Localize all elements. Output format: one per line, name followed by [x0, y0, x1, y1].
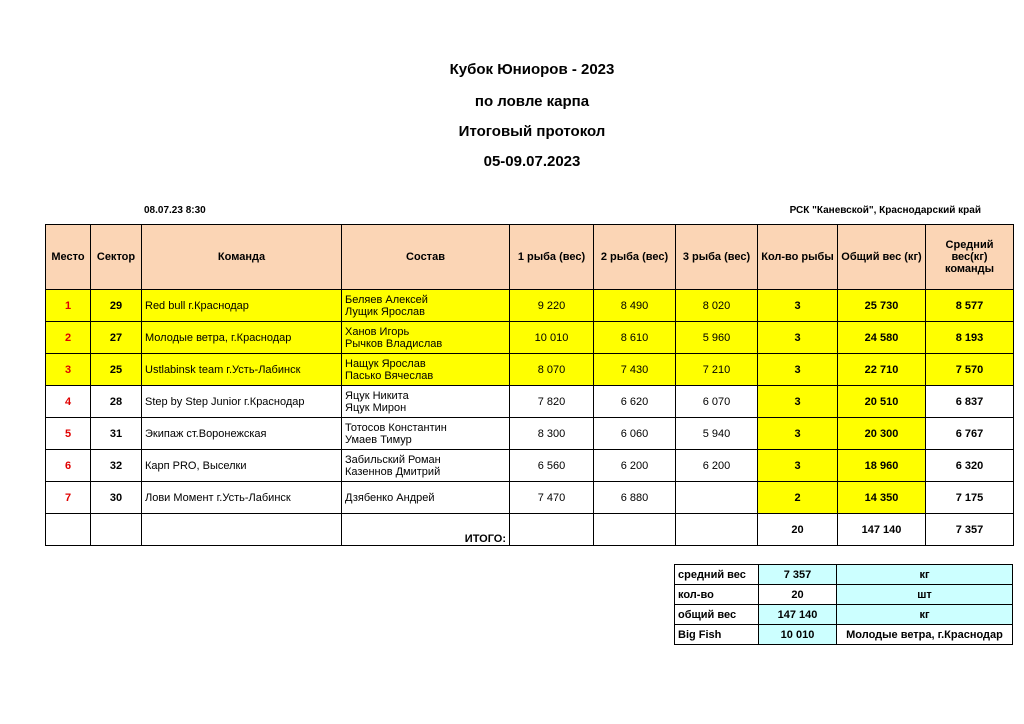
fish3-cell: 5 960 [676, 322, 758, 354]
fish3-cell: 7 210 [676, 354, 758, 386]
summary-row [675, 625, 1013, 645]
col-fish2: 2 рыба (вес) [594, 225, 676, 290]
member-2: Умаев Тимур [345, 433, 412, 446]
fish2-cell: 6 880 [594, 482, 676, 514]
total-weight-cell: 20 300 [838, 418, 926, 450]
members-cell [342, 322, 510, 354]
member-1: Дзябенко Андрей [345, 491, 435, 504]
summary-unit: кг [837, 565, 1013, 585]
summary-table [674, 564, 1013, 645]
summary-label: средний вес [675, 565, 759, 585]
members-cell [342, 450, 510, 482]
fish3-cell [676, 482, 758, 514]
sector-cell: 25 [91, 354, 142, 386]
avg-weight-cell: 7 570 [926, 354, 1014, 386]
place-cell: 2 [46, 322, 91, 354]
team-cell: Red bull г.Краснодар [142, 290, 342, 322]
place-cell: 7 [46, 482, 91, 514]
members-cell [342, 386, 510, 418]
members-cell [342, 354, 510, 386]
sector-cell: 28 [91, 386, 142, 418]
total-weight-cell: 18 960 [838, 450, 926, 482]
col-avg: Средний вес(кг) команды [926, 225, 1014, 290]
table-row [46, 290, 1014, 322]
table-row [46, 450, 1014, 482]
member-2: Казеннов Дмитрий [345, 465, 441, 478]
count-cell: 3 [758, 386, 838, 418]
totals-row [46, 514, 1014, 546]
member-2: Яцук Мирон [345, 401, 407, 414]
fish1-cell: 7 470 [510, 482, 594, 514]
col-team: Команда [142, 225, 342, 290]
team-cell: Step by Step Junior г.Краснодар [142, 386, 342, 418]
col-members: Состав [342, 225, 510, 290]
fish2-cell: 6 620 [594, 386, 676, 418]
sector-cell: 30 [91, 482, 142, 514]
avg-weight-cell: 6 767 [926, 418, 1014, 450]
member-1: Забильский Роман [345, 453, 441, 466]
fish3-cell: 6 200 [676, 450, 758, 482]
protocol-timestamp: 08.07.23 8:30 [144, 205, 206, 216]
summary-unit: шт [837, 585, 1013, 605]
summary-value: 10 010 [759, 625, 837, 645]
totals-avg: 7 357 [926, 514, 1014, 546]
col-total: Общий вес (кг) [838, 225, 926, 290]
total-weight-cell: 14 350 [838, 482, 926, 514]
summary-value: 7 357 [759, 565, 837, 585]
doc-subtitle: по ловле карпа [474, 93, 590, 110]
fish1-cell: 9 220 [510, 290, 594, 322]
summary-label: общий вес [675, 605, 759, 625]
summary-unit: кг [837, 605, 1013, 625]
total-weight-cell: 22 710 [838, 354, 926, 386]
member-2: Лущик Ярослав [345, 305, 425, 318]
place-cell: 1 [46, 290, 91, 322]
place-cell: 4 [46, 386, 91, 418]
doc-title: Кубок Юниоров - 2023 [449, 61, 615, 78]
place-cell: 6 [46, 450, 91, 482]
member-1: Яцук Никита [345, 389, 409, 402]
member-1: Беляев Алексей [345, 293, 428, 306]
team-cell: Лови Момент г.Усть-Лабинск [142, 482, 342, 514]
sector-cell: 31 [91, 418, 142, 450]
summary-value: 147 140 [759, 605, 837, 625]
total-weight-cell: 20 510 [838, 386, 926, 418]
member-1: Тотосов Константин [345, 421, 447, 434]
doc-dates: 05-09.07.2023 [483, 153, 581, 170]
team-cell: Ustlabinsk team г.Усть-Лабинск [142, 354, 342, 386]
member-1: Ханов Игорь [345, 325, 410, 338]
team-cell: Молодые ветра, г.Краснодар [142, 322, 342, 354]
count-cell: 3 [758, 450, 838, 482]
fish1-cell: 7 820 [510, 386, 594, 418]
fish2-cell: 6 200 [594, 450, 676, 482]
fish1-cell: 8 300 [510, 418, 594, 450]
member-2: Рычков Владислав [345, 337, 443, 350]
summary-row [675, 605, 1013, 625]
summary-row [675, 585, 1013, 605]
member-1: Нащук Ярослав [345, 357, 426, 370]
team-cell: Экипаж ст.Воронежская [142, 418, 342, 450]
col-fish1: 1 рыба (вес) [510, 225, 594, 290]
avg-weight-cell: 8 577 [926, 290, 1014, 322]
sector-cell: 32 [91, 450, 142, 482]
total-weight-cell: 25 730 [838, 290, 926, 322]
fish3-cell: 6 070 [676, 386, 758, 418]
summary-unit: Молодые ветра, г.Краснодар [837, 625, 1013, 645]
table-row [46, 482, 1014, 514]
totals-weight: 147 140 [838, 514, 926, 546]
members-cell [342, 418, 510, 450]
fish1-cell: 6 560 [510, 450, 594, 482]
sector-cell: 29 [91, 290, 142, 322]
avg-weight-cell: 6 320 [926, 450, 1014, 482]
col-fish3: 3 рыба (вес) [676, 225, 758, 290]
col-count: Кол-во рыбы [758, 225, 838, 290]
members-cell [342, 290, 510, 322]
avg-weight-cell: 6 837 [926, 386, 1014, 418]
count-cell: 3 [758, 354, 838, 386]
members-cell [342, 482, 510, 514]
summary-value: 20 [759, 585, 837, 605]
results-table [45, 224, 1014, 546]
member-2: Пасько Вячеслав [345, 369, 434, 382]
totals-label: ИТОГО: [342, 514, 510, 546]
sector-cell: 27 [91, 322, 142, 354]
fish1-cell: 8 070 [510, 354, 594, 386]
fish3-cell: 5 940 [676, 418, 758, 450]
avg-weight-cell: 8 193 [926, 322, 1014, 354]
table-row [46, 386, 1014, 418]
doc-protocol-title: Итоговый протокол [458, 123, 606, 140]
table-row [46, 322, 1014, 354]
col-sector: Сектор [91, 225, 142, 290]
avg-weight-cell: 7 175 [926, 482, 1014, 514]
summary-label: Big Fish [675, 625, 759, 645]
count-cell: 2 [758, 482, 838, 514]
table-row [46, 418, 1014, 450]
fish1-cell: 10 010 [510, 322, 594, 354]
fish2-cell: 8 610 [594, 322, 676, 354]
team-cell: Карп PRO, Выселки [142, 450, 342, 482]
col-place: Место [46, 225, 91, 290]
place-cell: 3 [46, 354, 91, 386]
fish2-cell: 8 490 [594, 290, 676, 322]
total-weight-cell: 24 580 [838, 322, 926, 354]
count-cell: 3 [758, 290, 838, 322]
summary-row [675, 565, 1013, 585]
count-cell: 3 [758, 418, 838, 450]
summary-label: кол-во [675, 585, 759, 605]
place-cell: 5 [46, 418, 91, 450]
fish3-cell: 8 020 [676, 290, 758, 322]
fish2-cell: 6 060 [594, 418, 676, 450]
table-header-row [46, 225, 1014, 290]
totals-count: 20 [758, 514, 838, 546]
count-cell: 3 [758, 322, 838, 354]
fish2-cell: 7 430 [594, 354, 676, 386]
venue-label: РСК "Каневской", Краснодарский край [789, 205, 981, 216]
table-row [46, 354, 1014, 386]
